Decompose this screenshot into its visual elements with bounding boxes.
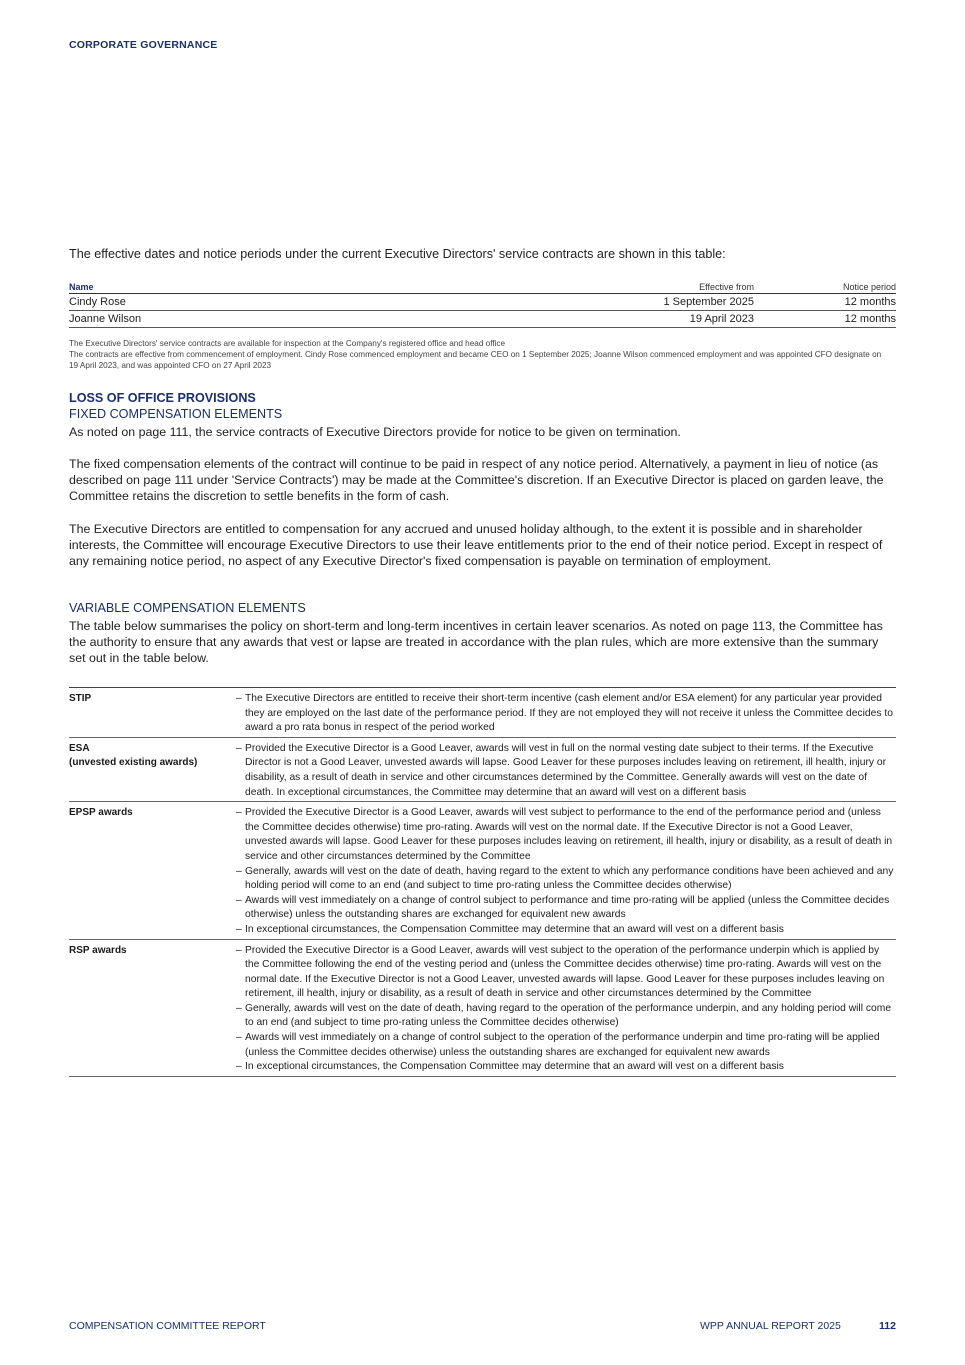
section-title: CORPORATE GOVERNANCE	[69, 39, 218, 51]
director-name: Cindy Rose	[69, 294, 549, 311]
list-item: – Awards will vest immediately on a change of control subject to performance and time pro-rating will be applied (unless the Committee decides otherwise) unless the outstanding shares are exchanged for equivalent new awards	[237, 894, 896, 923]
list-item: – Generally, awards will vest on the date of death, having regard to the extent to which any performance conditions have been achieved and any holding period will come to an end (and subject to time pro-rating unless the Committee decides otherwise)	[237, 865, 896, 894]
policy-list	[237, 806, 896, 937]
paragraph: The fixed compensation elements of the contract will continue to be paid in respect of any notice period. Alternatively, a payment in lieu of notice (as described on page 111 under 'Service Contracts') may be made at the Committee's discretion. If an Executive Director is placed on garden leave, the Committee retains the discretion to settle benefits in the form of cash.	[69, 457, 884, 504]
fixed-compensation-heading: FIXED COMPENSATION ELEMENTS	[69, 407, 283, 421]
column-header-effective: Effective from	[549, 281, 754, 294]
paragraph: The Executive Directors are entitled to compensation for any accrued and unused holiday although, to the extent it is possible and in shareholder interests, the Committee will encourage Executive Directors to use their leave entitlements prior to the end of their notice period. Except in respect of any remaining notice period, no aspect of any Executive Director's fixed compensation is payable on termination of employment.	[69, 522, 883, 569]
list-item: – The Executive Directors are entitled to receive their short-term incentive (cash element and/or ESA element) for any particular year provided they are employed on the last date of the performance period. If they are not employed they will not receive it unless the Committee decides to award a pro rata bonus in respect of the period worked	[237, 692, 896, 736]
row-label: RSP awards	[69, 944, 127, 956]
table-row	[69, 688, 896, 738]
footer-section-name: COMPENSATION COMMITTEE REPORT	[69, 1320, 266, 1332]
paragraph: As noted on page 111, the service contracts of Executive Directors provide for notice to be given on termination.	[69, 425, 681, 439]
table-header-row	[69, 281, 896, 294]
column-header-name: Name	[69, 281, 549, 294]
row-label	[69, 742, 237, 800]
row-label: STIP	[69, 693, 92, 704]
footer-report-name: WPP ANNUAL REPORT 2025	[700, 1320, 841, 1332]
list-item: – Awards will vest immediately on a change of control subject to the operation of the performance underpin and time pro-rating will be applied (unless the Committee decides otherwise) unless the outstanding shares are exchanged for equivalent new awards	[237, 1031, 896, 1060]
list-item: – Provided the Executive Director is a Good Leaver, awards will vest in full on the normal vesting date subject to their terms. If the Executive Director is not a Good Leaver, unvested awards will lapse. Good Leaver for these purposes includes leaving on retirement, ill health, injury or disability, as a result of death in service and other circumstances determined by the Committee. Generally awards will vest on the date of death. In exceptional circumstances, the Committee may determine that an award will vest on a different basis	[237, 742, 896, 800]
policy-list	[237, 944, 896, 1075]
table-row	[69, 940, 896, 1077]
table-row	[69, 738, 896, 802]
row-label: EPSP awards	[69, 807, 133, 819]
effective-date: 19 April 2023	[549, 311, 754, 328]
notice-period: 12 months	[754, 294, 896, 311]
contracts-intro: The effective dates and notice periods under the current Executive Directors' service contracts are shown in this table:	[69, 247, 726, 261]
list-item: – Provided the Executive Director is a Good Leaver, awards will vest subject to performance to the end of the performance period and (unless the Committee decides otherwise) time pro-rating. Awards will vest on the normal date. If the Executive Director is not a Good Leaver, unvested awards will lapse. Good Leaver for these purposes includes leaving on retirement, ill health, injury or disability, as a result of death in service and other circumstances determined by the Committee	[237, 806, 896, 864]
list-item: – In exceptional circumstances, the Compensation Committee may determine that an award will vest on a different basis	[237, 923, 896, 938]
notice-period: 12 months	[754, 311, 896, 328]
list-item: – In exceptional circumstances, the Compensation Committee may determine that an award will vest on a different basis	[237, 1060, 896, 1075]
variable-compensation-heading: VARIABLE COMPENSATION ELEMENTS	[69, 601, 306, 615]
list-item: – Provided the Executive Director is a Good Leaver, awards will vest subject to the operation of the performance underpin which is applied by the Committee following the end of the vesting period and (unless the Committee decides otherwise) time pro-rating. Awards will vest on the normal date. If the Executive Director is not a Good Leaver, unvested awards will lapse. Good Leaver for these purposes includes leaving on retirement, ill health, injury or disability, as a result of death in service and other circumstances determined by the Committee	[237, 944, 896, 1002]
table-row	[69, 802, 896, 939]
loss-of-office-heading: LOSS OF OFFICE PROVISIONS	[69, 391, 256, 405]
paragraph: The table below summarises the policy on short-term and long-term incentives in certain leaver scenarios. As noted on page 113, the Committee has the authority to ensure that any awards that vest or lapse are treated in accordance with the plan rules, which are more extensive than the summary set out in the table below.	[69, 619, 883, 666]
table-row	[69, 311, 896, 328]
policy-list	[237, 742, 896, 800]
policy-list	[237, 692, 896, 736]
row-label-line: ESA	[69, 742, 90, 754]
director-name: Joanne Wilson	[69, 311, 549, 328]
list-item: – Generally, awards will vest on the date of death, having regard to the operation of the performance underpin, and any holding period will come to an end (and subject to time pro-rating unless the Committee decides otherwise)	[237, 1002, 896, 1031]
row-label-line: (unvested existing awards)	[69, 757, 198, 769]
leaver-policy-table	[69, 687, 896, 1077]
service-contracts-table	[69, 281, 896, 328]
page-number: 112	[879, 1320, 896, 1332]
footnote: The contracts are effective from commencement of employment. Cindy Rose commenced employment and became CEO on 1 September 2025; Joanne Wilson commenced employment and was appointed CFO designate on 19 April 2023, and was appointed CFO on 27 April 2023	[69, 350, 882, 370]
table-row	[69, 294, 896, 311]
column-header-notice: Notice period	[754, 281, 896, 294]
footnote: The Executive Directors' service contracts are available for inspection at the Company's registered office and head office	[69, 339, 506, 348]
effective-date: 1 September 2025	[549, 294, 754, 311]
